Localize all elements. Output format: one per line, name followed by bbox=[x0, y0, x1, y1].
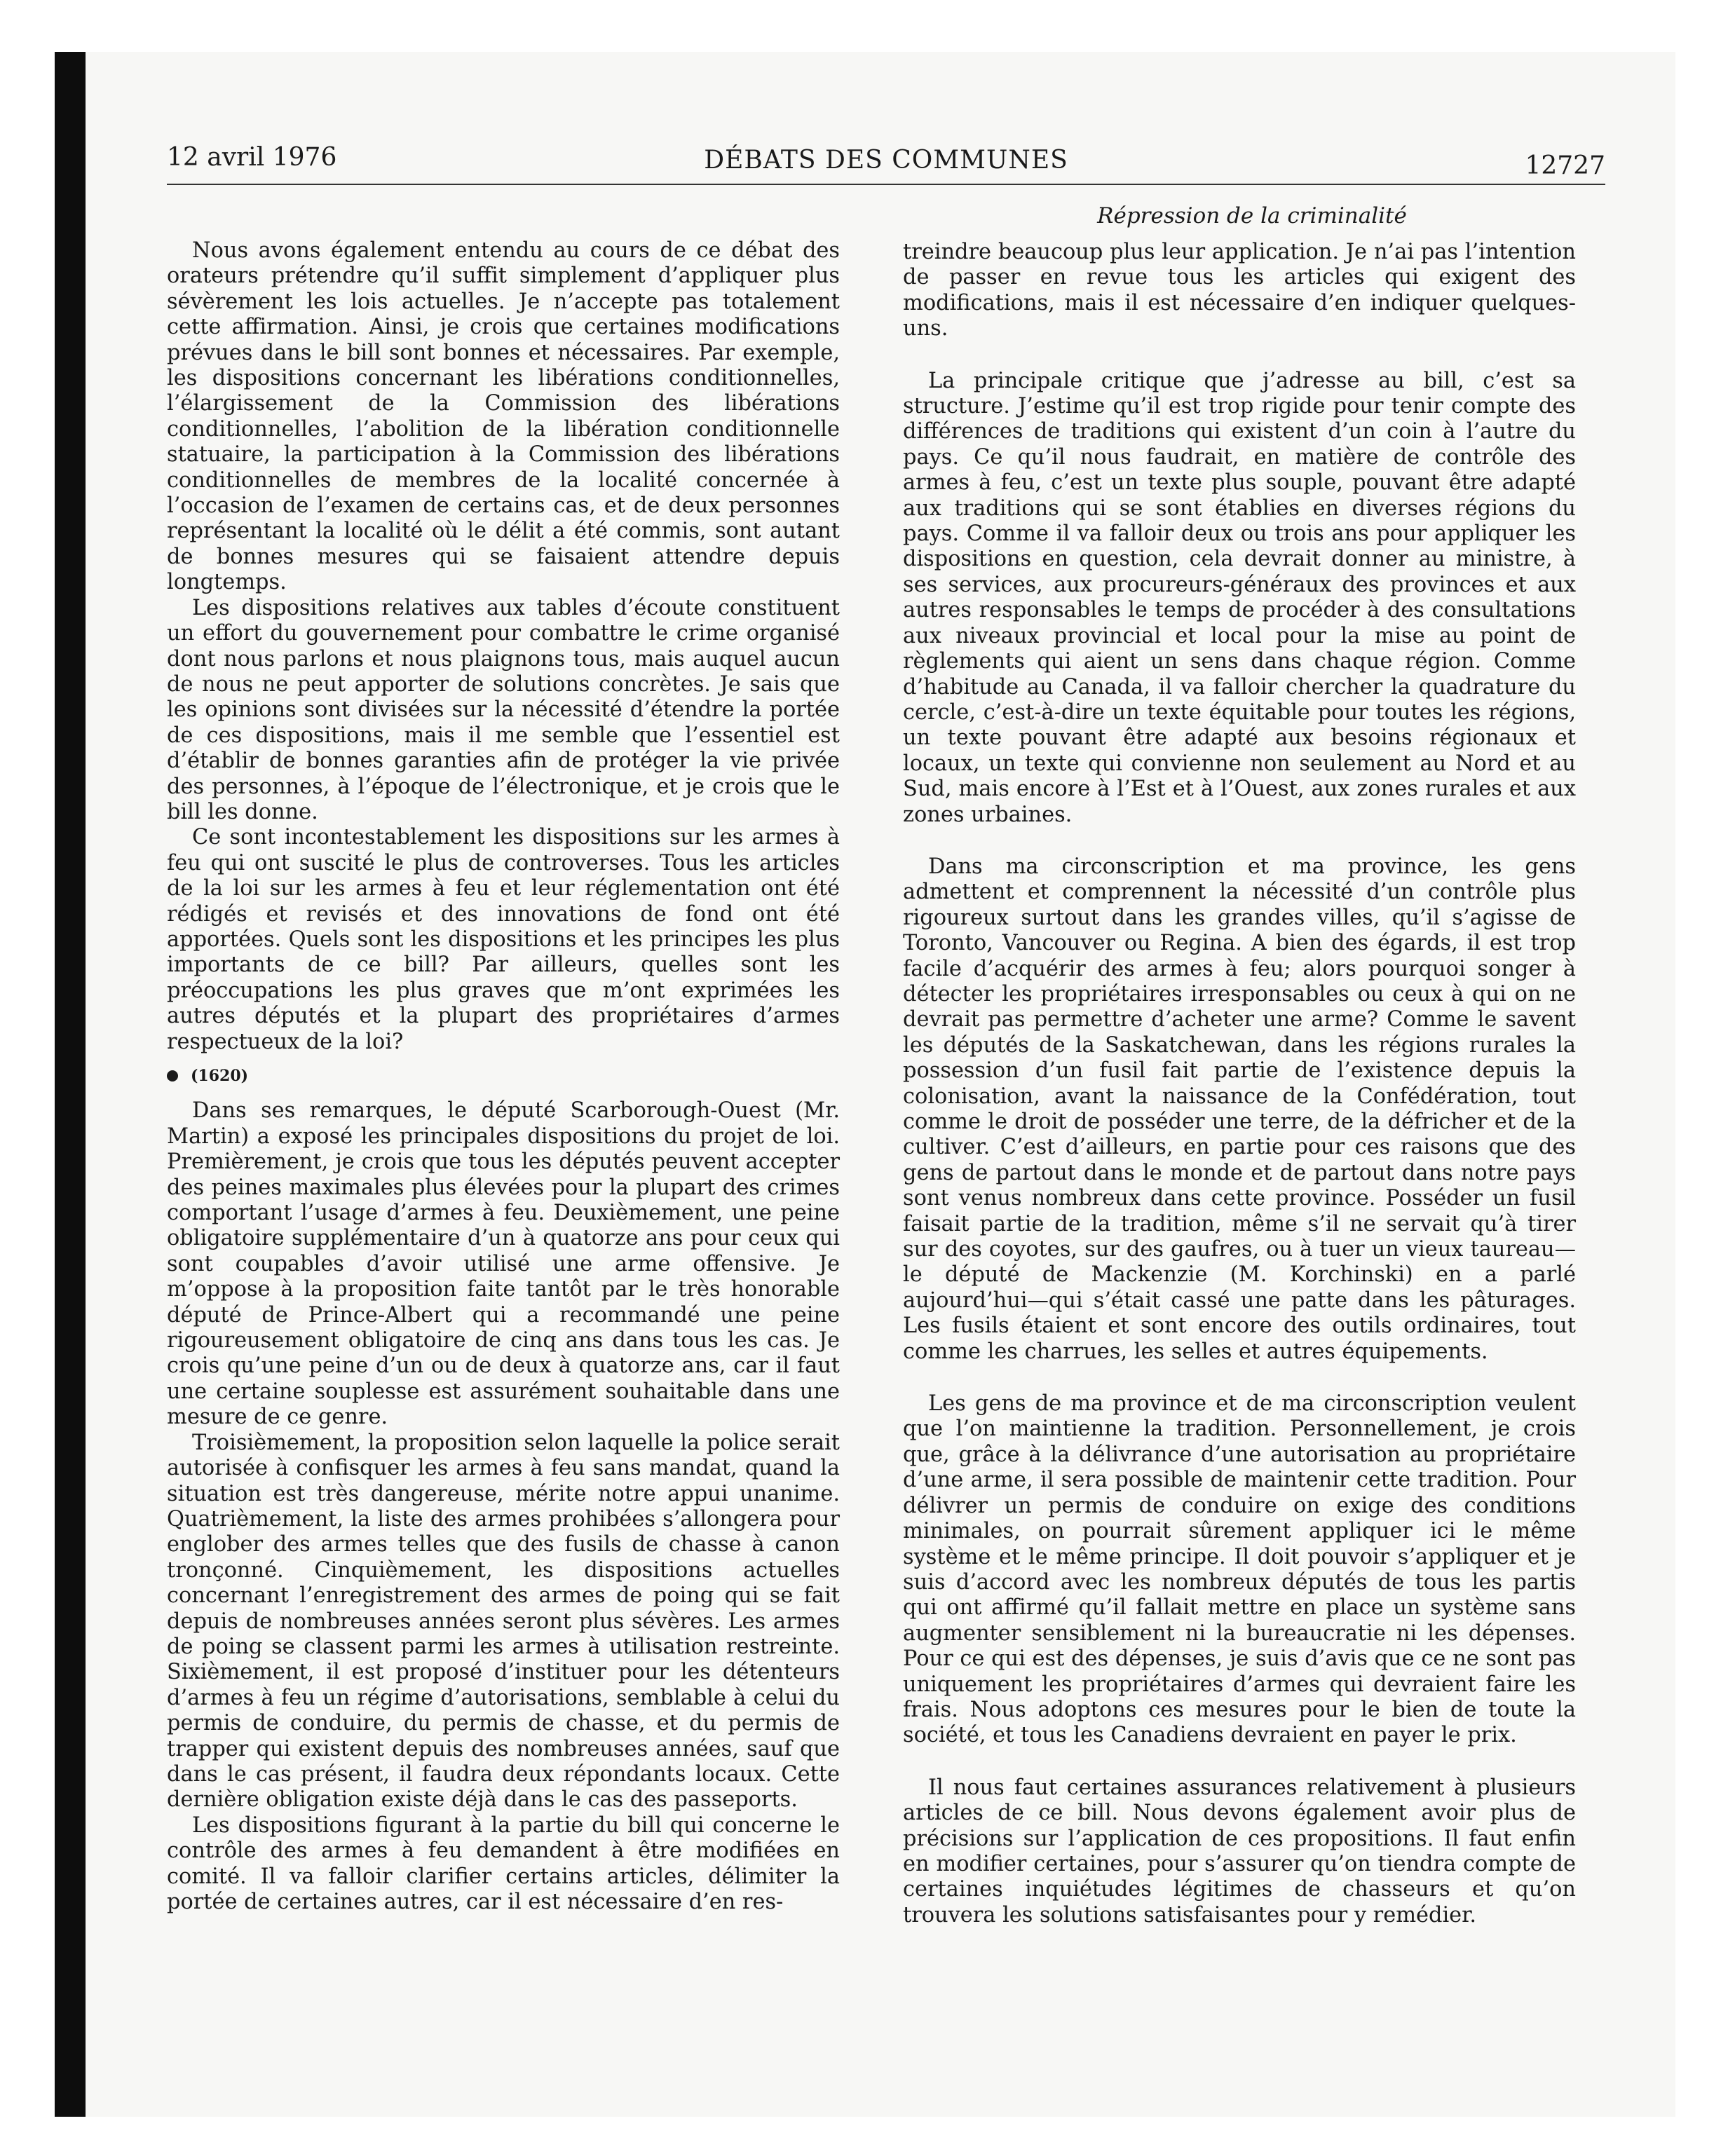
paragraph: Troisièmement, la proposition selon laquelle la police serait autorisée à confisquer les armes à feu sans mandat, quand la situation est très dangereuse, mérite notre appui unanime. Quatrièmement, la liste des armes prohibées s’allongera pour englober des armes telles que des fusils de chasse à canon tronçonné. Cinquièmement, les dispositions actuelles concernant l’enregistrement des armes de poing qui se fait depuis de nombreuses années seront plus sévères. Les armes de poing se classent parmi les armes à utilisation restreinte. Sixièmement, il est proposé d’instituer pour les détenteurs d’armes à feu un régime d’autorisations, semblable à celui du permis de conduire, du permis de chasse, et du permis de trapper qui existent depuis des nombreuses années, sauf que dans le cas présent, il faudra deux répondants locaux. Cette dernière obligation existe déjà dans le cas des passeports. bbox=[167, 1430, 840, 1813]
page-header bbox=[167, 143, 1605, 185]
paragraph: Il nous faut certaines assurances relativement à plusieurs articles de ce bill. Nous devons également avoir plus de précisions sur l’application de ces propositions. Il faut enfin en modifier certaines, pour s’assurer qu’on tiendra compte de certaines inquiétudes légitimes de chasseurs et qu’on trouvera les solutions satisfaisantes pour y remédier. bbox=[903, 1775, 1576, 1928]
bullet-icon bbox=[167, 1070, 178, 1082]
time-marker bbox=[167, 1063, 840, 1089]
paragraph: Nous avons également entendu au cours de ce débat des orateurs prétendre qu’il suffit simplement d’appliquer plus sévèrement les lois actuelles. Je n’accepte pas totalement cette affirmation. Ainsi, je crois que certaines modifications prévues dans le bill sont bonnes et nécessaires. Par exemple, les dispositions concernant les libérations conditionnelles, l’élargissement de la Commission des libérations conditionnelles, l’abolition de la libération conditionnelle statuaire, la participation à la Commission des libérations conditionnelles de membres de la localité concernée à l’occasion de l’examen de certains cas, et de deux personnes représentant la localité où le délit a été commis, sont autant de bonnes mesures qui se faisaient attendre depuis longtemps. bbox=[167, 238, 840, 595]
header-date: 12 avril 1976 bbox=[167, 143, 337, 172]
paragraph: Les dispositions figurant à la partie du bill qui concerne le contrôle des armes à feu demandent à être modifiées en comité. Il va falloir clarifier certains articles, délimiter la portée de certaines autres, car il est nécessaire d’en res- bbox=[167, 1813, 840, 1914]
paragraph: Dans ma circonscription et ma province, les gens admettent et comprennent la nécessité d’un contrôle plus rigoureux surtout dans les grandes villes, qu’il s’agisse de Toronto, Vancouver ou Regina. A bien des égards, il est trop facile d’acquérir des armes à feu; alors pourquoi songer à détecter les propriétaires irresponsables ou ceux à qui on ne devrait pas permettre d’acheter une arme? Comme le savent les députés de la Saskatchewan, dans les régions rurales la possession d’un fusil fait partie de l’existence depuis la colonisation, avant la naissance de la Confédération, tout comme le droit de posséder une terre, de la défricher et de la cultiver. C’est d’ailleurs, en partie pour ces raisons que des gens de partout dans le monde et de partout dans notre pays sont venus nombreux dans cette province. Posséder un fusil faisait partie de la tradition, même s’il ne servait qu’à tirer sur des coyotes, sur des gaufres, ou à tuer un vieux taureau—le député de Mackenzie (M. Korchinski) en a parlé aujourd’hui—qui s’était cassé une patte dans les pâturages. Les fusils étaient et sont encore des outils ordinaires, tout comme les charrues, les selles et autres équipements. bbox=[903, 854, 1576, 1364]
time-marker-label: (1620) bbox=[191, 1067, 249, 1085]
header-rule bbox=[167, 184, 1605, 185]
left-column bbox=[167, 238, 840, 1915]
header-title: DÉBATS DES COMMUNES bbox=[704, 146, 1068, 175]
paragraph: Les gens de ma province et de ma circonscription veulent que l’on maintienne la tradition. Personnellement, je crois que, grâce à la délivrance d’une autorisation au propriétaire d’une arme, il sera possible de maintenir cette tradition. Pour délivrer un permis de conduire on exige des conditions minimales, on pourrait sûrement appliquer ici le même système et le même principe. Il doit pouvoir s’appliquer et je suis d’accord avec les nombreux députés de tous les partis qui ont affirmé qu’il fallait mettre en place un système sans augmenter sensiblement ni la bureaucratie ni les dépenses. Pour ce qui est des dépenses, je suis d’avis que ce ne sont pas uniquement les propriétaires d’armes qui devraient faire les frais. Nous adoptons ces mesures pour le bien de toute la société, et tous les Canadiens devraient en payer le prix. bbox=[903, 1391, 1576, 1748]
paragraph: Les dispositions relatives aux tables d’écoute constituent un effort du gouvernement pour combattre le crime organisé dont nous parlons et nous plaignons tous, mais auquel aucun de nous ne peut apporter de solutions concrètes. Je sais que les opinions sont divisées sur la nécessité d’étendre la portée de ces dispositions, mais il me semble que l’essentiel est d’établir de bonnes garanties afin de protéger la vie privée des personnes, à l’époque de l’électronique, et je crois que le bill les donne. bbox=[167, 595, 840, 824]
right-column bbox=[903, 240, 1576, 1928]
page-number: 12727 bbox=[1525, 151, 1605, 180]
paragraph: Ce sont incontestablement les dispositions sur les armes à feu qui ont suscité le plus de controverses. Tous les articles de la loi sur les armes à feu et leur réglementation ont été rédigés et revisés et des innovations de fond ont été apportées. Quels sont les dispositions et les principes les plus importants de ce bill? Par ailleurs, quelles sont les préoccupations les plus graves que m’ont exprimées les autres députés et la plupart des propriétaires d’armes respectueux de la loi? bbox=[167, 825, 840, 1054]
paragraph: Dans ses remarques, le député Scarborough-Ouest (Mr. Martin) a exposé les principales dispositions du projet de loi. Premièrement, je crois que tous les députés peuvent accepter des peines maximales plus élevées pour la plupart des crimes comportant l’usage d’armes à feu. Deuxièmement, une peine obligatoire supplémentaire d’un à quatorze ans pour ceux qui sont coupables d’avoir utilisé une arme offensive. Je m’oppose à la proposition faite tantôt par le très honorable député de Prince-Albert qui a recommandé une peine rigoureusement obligatoire de cinq ans dans tous les cas. Je crois qu’une peine d’un ou de deux à quatorze ans, car il faut une certaine souplesse est assurément souhaitable dans une mesure de ce genre. bbox=[167, 1098, 840, 1430]
paragraph: treindre beaucoup plus leur application. Je n’ai pas l’intention de passer en revue tous les articles qui exigent des modifications, mais il est nécessaire d’en indiquer quelques-uns. bbox=[903, 240, 1576, 341]
paragraph: La principale critique que j’adresse au bill, c’est sa structure. J’estime qu’il est trop rigide pour tenir compte des différences de traditions qui existent d’un coin à l’autre du pays. Ce qu’il nous faudrait, en matière de contrôle des armes à feu, c’est un texte plus souple, pouvant être adapté aux traditions qui se sont établies en diverses régions du pays. Comme il va falloir deux ou trois ans pour appliquer les dispositions en question, cela devrait donner au ministre, à ses services, aux procureurs-généraux des provinces et aux autres responsables le temps de procéder à des consultations aux niveaux provincial et local pour la mise au point de règlements qui aient un sens dans chaque région. Comme d’habitude au Canada, il va falloir chercher la quadrature du cercle, c’est-à-dire un texte équitable pour toutes les régions, un texte pouvant être adapté aux besoins régionaux et locaux, un texte qui convienne non seulement au Nord et au Sud, mais encore à l’Est et à l’Ouest, aux zones rurales et aux zones urbaines. bbox=[903, 368, 1576, 827]
scan-edge bbox=[55, 52, 86, 2117]
subject-heading: Répression de la criminalité bbox=[1097, 203, 1407, 228]
